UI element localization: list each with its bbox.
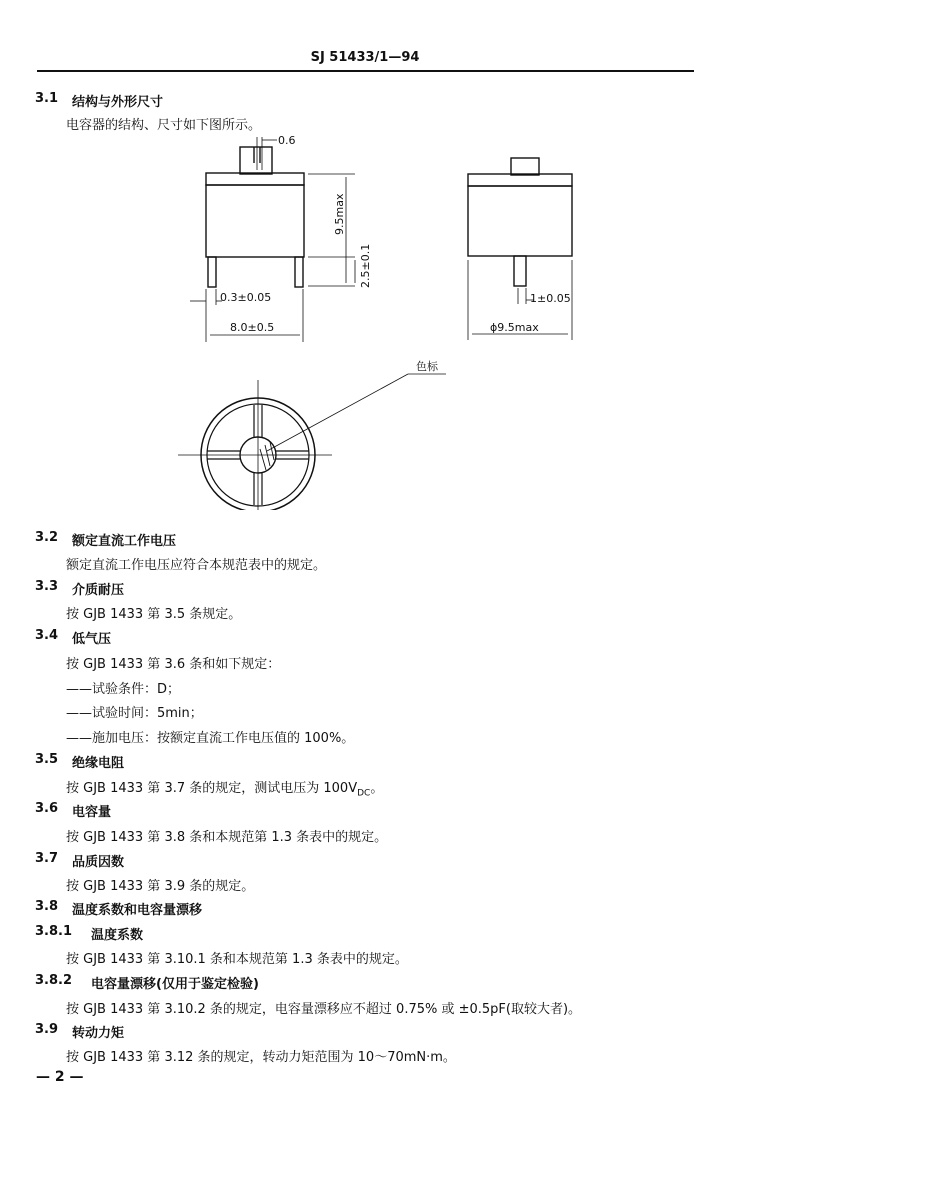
dim-height: 9.5max — [333, 193, 346, 235]
header-rule — [37, 70, 694, 72]
section-title: 绝缘电阻 — [72, 756, 125, 771]
front-top-knob — [240, 147, 272, 174]
front-body — [206, 185, 304, 257]
section-number: 3.8.1 — [35, 924, 73, 939]
body-line: 按 GJB 1433 第 3.5 条规定。 — [66, 607, 242, 622]
section-title: 结构与外形尺寸 — [72, 95, 164, 110]
body-line: ——试验时间：5min； — [66, 706, 203, 721]
side-body — [468, 186, 572, 256]
dim-diameter: ϕ9.5max — [490, 321, 539, 334]
body-line: 按 GJB 1433 第 3.10.2 条的规定，电容量漂移应不超过 0.75% 或 ±0.5pF(取较大者)。 — [66, 1002, 582, 1017]
body-line: 按 GJB 1433 第 3.12 条的规定，转动力矩范围为 10～70mN·m。 — [66, 1050, 456, 1065]
body-line: 按 GJB 1433 第 3.7 条的规定，测试电压为 $100V_{DC}$。 — [66, 781, 384, 799]
body-line: 额定直流工作电压应符合本规范表中的规定。 — [66, 558, 327, 573]
section-title: 品质因数 — [72, 855, 125, 870]
body-line: 按 GJB 1433 第 3.8 条和本规范第 1.3 条表中的规定。 — [66, 830, 388, 845]
section-number: 3.7 — [35, 851, 59, 866]
front-pin-left — [208, 257, 216, 287]
front-cap — [206, 173, 304, 185]
section-number: 3.1 — [35, 91, 59, 106]
section-number: 3.5 — [35, 752, 59, 767]
section-title: 电容量漂移(仅用于鉴定检验) — [91, 977, 259, 992]
section-title: 低气压 — [72, 632, 112, 647]
front-pin-right — [295, 257, 303, 287]
dim-side-pin-width: 1±0.05 — [530, 292, 571, 305]
section-title: 温度系数和电容量漂移 — [72, 903, 203, 918]
dim-top-width: 0.6 — [278, 134, 296, 147]
color-mark-label: 色标 — [416, 360, 438, 373]
body-line: 按 GJB 1433 第 3.6 条和如下规定： — [66, 657, 281, 672]
side-view — [468, 158, 572, 286]
side-top-knob — [511, 158, 539, 175]
body-line: 电容器的结构、尺寸如下图所示。 — [66, 118, 262, 133]
section-number: 3.8 — [35, 899, 59, 914]
section-title: 电容量 — [72, 805, 112, 820]
body-line: ——试验条件：D； — [66, 682, 181, 697]
section-number: 3.2 — [35, 530, 59, 545]
section-number: 3.4 — [35, 628, 59, 643]
section-title: 温度系数 — [91, 928, 144, 943]
body-line: 按 GJB 1433 第 3.10.1 条和本规范第 1.3 条表中的规定。 — [66, 952, 408, 967]
section-title: 转动力矩 — [72, 1026, 125, 1041]
section-title: 额定直流工作电压 — [72, 534, 177, 549]
front-view — [206, 147, 304, 287]
dim-pin-width: 0.3±0.05 — [220, 291, 272, 304]
section-number: 3.9 — [35, 1022, 59, 1037]
section-number: 3.8.2 — [35, 973, 73, 988]
dim-pin-spacing: 8.0±0.5 — [230, 321, 275, 334]
capacitor-dimension-figure — [150, 130, 610, 510]
dim-pin-length: 2.5±0.1 — [359, 243, 372, 288]
section-number: 3.3 — [35, 579, 59, 594]
color-mark-leader — [267, 374, 408, 451]
document-header: SJ 51433/1—94 — [310, 50, 420, 65]
side-pin — [514, 256, 526, 286]
body-line: ——施加电压：按额定直流工作电压值的 100%。 — [66, 731, 355, 746]
page-number: — 2 — — [36, 1069, 84, 1085]
top-view — [178, 374, 446, 510]
body-line: 按 GJB 1433 第 3.9 条的规定。 — [66, 879, 255, 894]
side-cap — [468, 174, 572, 186]
section-title: 介质耐压 — [72, 583, 125, 598]
section-number: 3.6 — [35, 801, 59, 816]
